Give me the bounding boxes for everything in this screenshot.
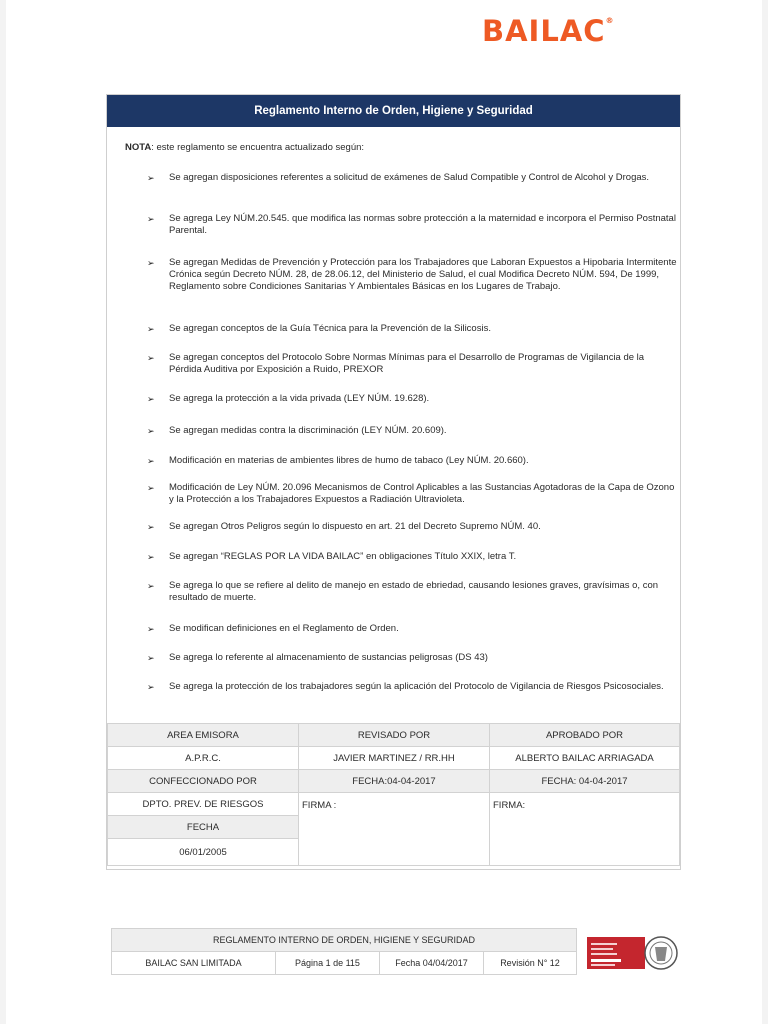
fecha-label: FECHA	[108, 816, 299, 839]
footer-table	[111, 928, 577, 975]
list-item: ➢ Se agregan Otros Peligros según lo dispuesto en art. 21 del Decreto Supremo NÚM. 40.	[147, 521, 541, 532]
list-item: ➢ Se agregan disposiciones referentes a solicitud de exámenes de Salud Compatible y Control de Alcohol y Drogas.	[147, 172, 650, 183]
aprobado-por-value: ALBERTO BAILAC ARRIAGADA	[490, 747, 680, 770]
fecha-revisado: FECHA:04-04-2017	[299, 770, 490, 793]
arrow-bullet-icon: ➢	[147, 483, 155, 493]
arrow-bullet-icon: ➢	[147, 426, 155, 436]
list-item: ➢ Modificación en materias de ambientes libres de humo de tabaco (Ley NÚM. 20.660).	[147, 455, 529, 466]
document-page	[6, 0, 762, 1024]
fecha-aprobado: FECHA: 04-04-2017	[490, 770, 680, 793]
list-item: ➢ Se agregan “REGLAS POR LA VIDA BAILAC” en obligaciones Título XXIX, letra T.	[147, 551, 517, 562]
list-item: ➢ Se agrega Ley NÚM.20.545. que modifica las normas sobre protección a la maternidad e incorpora el Permiso Postnatal Parental.	[147, 213, 676, 236]
footer-date: Fecha 04/04/2017	[380, 952, 484, 975]
logo-text: BAILAC	[482, 14, 606, 48]
confeccionado-por-value: DPTO. PREV. DE RIESGOS	[108, 793, 299, 816]
list-item: ➢ Se agrega la protección a la vida privada (LEY NÚM. 19.628).	[147, 393, 430, 404]
registered-mark: ®	[605, 16, 615, 25]
list-item: ➢ Se agrega lo que se refiere al delito de manejo en estado de ebriedad, causando lesiones graves, gravísimas o, con resultado de muerte.	[147, 580, 659, 603]
aprobado-por-label: APROBADO POR	[490, 724, 680, 747]
company-logo	[482, 14, 615, 48]
list-item: ➢ Se agregan conceptos del Protocolo Sobre Normas Mínimas para el Desarrollo de Programas de Vigilancia de la Pérdida Auditiva por Exposición a Ruido, PREXOR	[147, 352, 645, 375]
signature-table	[107, 723, 680, 866]
list-item: ➢ Se modifican definiciones en el Reglamento de Orden.	[147, 623, 399, 634]
footer-page: Página 1 de 115	[276, 952, 380, 975]
arrow-bullet-icon: ➢	[147, 624, 155, 634]
footer-company: BAILAC SAN LIMITADA	[112, 952, 276, 975]
arrow-bullet-icon: ➢	[147, 456, 155, 466]
arrow-bullet-icon: ➢	[147, 682, 155, 692]
list-item: ➢ Se agregan Medidas de Prevención y Protección para los Trabajadores que Laboran Expuestos a Hipobaria Intermitente Crónica según Decreto NÚM. 28, de 28.06.12, del Ministerio de Salud, el cual Modifica Decreto NÚM. 594, De 1999, Reglamento sobre Condiciones Sanitarias Y Ambientales Básicas en los Lugares de Trabajo.	[147, 257, 677, 292]
list-item: ➢ Se agregan medidas contra la discriminación (LEY NÚM. 20.609).	[147, 425, 447, 436]
document-title: Reglamento Interno de Orden, Higiene y Seguridad	[107, 95, 680, 127]
note-label: NOTA	[125, 142, 152, 153]
list-item: ➢ Modificación de Ley NÚM. 20.096 Mecanismos de Control Aplicables a las Sustancias Agotadoras de la Capa de Ozono y la Protección a los Trabajadores Expuestos a Radiación Ultravioleta.	[147, 482, 675, 505]
arrow-bullet-icon: ➢	[147, 353, 155, 363]
confeccionado-por-label: CONFECCIONADO POR	[108, 770, 299, 793]
footer-title: REGLAMENTO INTERNO DE ORDEN, HIGIENE Y SEGURIDAD	[112, 929, 577, 952]
note	[125, 142, 364, 153]
arrow-bullet-icon: ➢	[147, 258, 155, 268]
page-footer	[111, 928, 679, 976]
arrow-bullet-icon: ➢	[147, 522, 155, 532]
fecha-value: 06/01/2005	[108, 839, 299, 866]
arrow-bullet-icon: ➢	[147, 653, 155, 663]
arrow-bullet-icon: ➢	[147, 324, 155, 334]
list-item: ➢ Se agrega la protección de los trabajadores según la aplicación del Protocolo de Vigilancia de Riesgos Psicosociales.	[147, 681, 664, 692]
revisado-por-label: REVISADO POR	[299, 724, 490, 747]
area-emisora-label: AREA EMISORA	[108, 724, 299, 747]
arrow-bullet-icon: ➢	[147, 394, 155, 404]
list-item: ➢ Se agregan conceptos de la Guía Técnica para la Prevención de la Silicosis.	[147, 323, 491, 334]
certification-seal-icon	[587, 935, 679, 971]
revisado-por-value: JAVIER MARTINEZ / RR.HH	[299, 747, 490, 770]
footer-revision: Revisión N° 12	[484, 952, 577, 975]
arrow-bullet-icon: ➢	[147, 173, 155, 183]
note-text: : este reglamento se encuentra actualizado según:	[151, 142, 365, 153]
firma-revisado: FIRMA :	[299, 793, 490, 866]
area-emisora-value: A.P.R.C.	[108, 747, 299, 770]
regulation-frame	[106, 94, 681, 870]
arrow-bullet-icon: ➢	[147, 581, 155, 591]
arrow-bullet-icon: ➢	[147, 552, 155, 562]
list-item: ➢ Se agrega lo referente al almacenamiento de sustancias peligrosas (DS 43)	[147, 652, 488, 663]
arrow-bullet-icon: ➢	[147, 214, 155, 224]
firma-aprobado: FIRMA:	[490, 793, 680, 866]
